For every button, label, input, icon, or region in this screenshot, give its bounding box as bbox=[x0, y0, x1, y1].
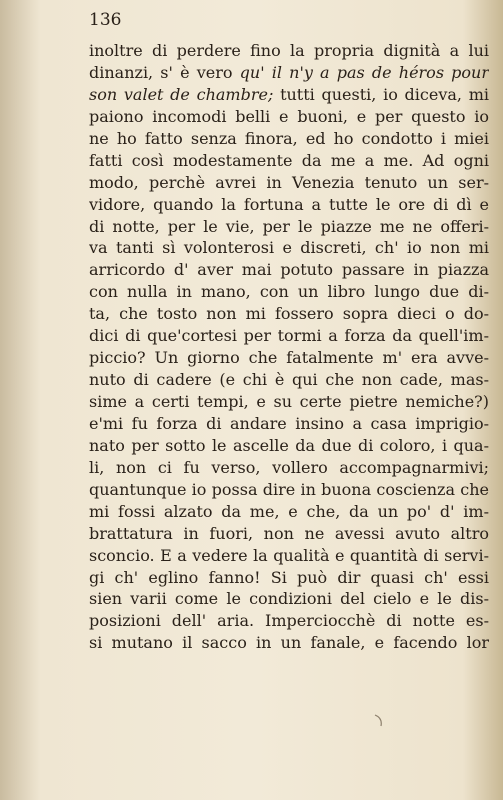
text-line: va tanti sì volonterosi e discreti, ch' io non mi bbox=[89, 238, 489, 258]
text-line: fatti così modestamente da me a me. Ad ogni bbox=[89, 150, 489, 170]
text-line: gi ch' eglino fanno! Si può dir quasi ch' essi bbox=[89, 567, 489, 587]
text-line: nuto di cadere (e chi è qui che non cade, mas- bbox=[89, 370, 489, 390]
text-line: paiono incomodi belli e buoni, e per questo io bbox=[89, 106, 489, 126]
text-line: vidore, quando la fortuna a tutte le ore di dì e bbox=[89, 194, 489, 214]
french-quote-end: son valet de chambre; bbox=[89, 84, 274, 104]
french-quote: qu' il n'y a pas de héros pour bbox=[239, 62, 489, 82]
text-line: nato per sotto le ascelle da due di coloro, i qua- bbox=[89, 435, 489, 455]
text-line: con nulla in mano, con un libro lungo due di- bbox=[89, 282, 489, 302]
text-line bbox=[89, 62, 489, 84]
text-line: brattatura in fuori, non ne avessi avuto altro bbox=[89, 523, 489, 543]
text-line: quantunque io possa dire in buona coscienza che bbox=[89, 479, 489, 499]
text-line: si mutano il sacco in un fanale, e facendo lor bbox=[89, 633, 489, 653]
paper-blemish-icon bbox=[373, 713, 385, 727]
body-text bbox=[89, 40, 489, 654]
text-line: posizioni dell' aria. Imperciocchè di notte es- bbox=[89, 611, 489, 631]
text-line: ne ho fatto senza finora, ed ho condotto i miei bbox=[89, 128, 489, 148]
page-number: 136 bbox=[89, 10, 122, 30]
text-line: mi fossi alzato da me, e che, da un po' d' im- bbox=[89, 501, 489, 521]
text-line: e'mi fu forza di andare insino a casa imprigio- bbox=[89, 413, 489, 433]
text-line: ta, che tosto non mi fossero sopra dieci o do- bbox=[89, 304, 489, 324]
text-segment: tutti questi, io diceva, mi bbox=[280, 84, 489, 104]
text-line: sime a certi tempi, e su certe pietre nemiche?) bbox=[89, 392, 489, 411]
text-line: sien varii come le condizioni del cielo e le dis- bbox=[89, 589, 489, 609]
text-line: li, non ci fu verso, vollero accompagnarmivi; bbox=[89, 457, 489, 477]
text-line bbox=[89, 84, 489, 106]
text-line: piccio? Un giorno che fatalmente m' era avve- bbox=[89, 348, 489, 368]
text-line: arricordo d' aver mai potuto passare in piazza bbox=[89, 260, 489, 280]
text-line: di notte, per le vie, per le piazze me ne offeri- bbox=[89, 216, 489, 236]
text-line: inoltre di perdere fino la propria dignità a lui bbox=[89, 41, 489, 60]
text-line: modo, perchè avrei in Venezia tenuto un ser- bbox=[89, 172, 489, 192]
text-line: dici di que'cortesi per tormi a forza da quell'im- bbox=[89, 326, 489, 346]
text-segment: dinanzi, s' è vero bbox=[89, 62, 233, 82]
text-line: sconcio. E a vedere la qualità e quantità di servi- bbox=[89, 545, 489, 565]
